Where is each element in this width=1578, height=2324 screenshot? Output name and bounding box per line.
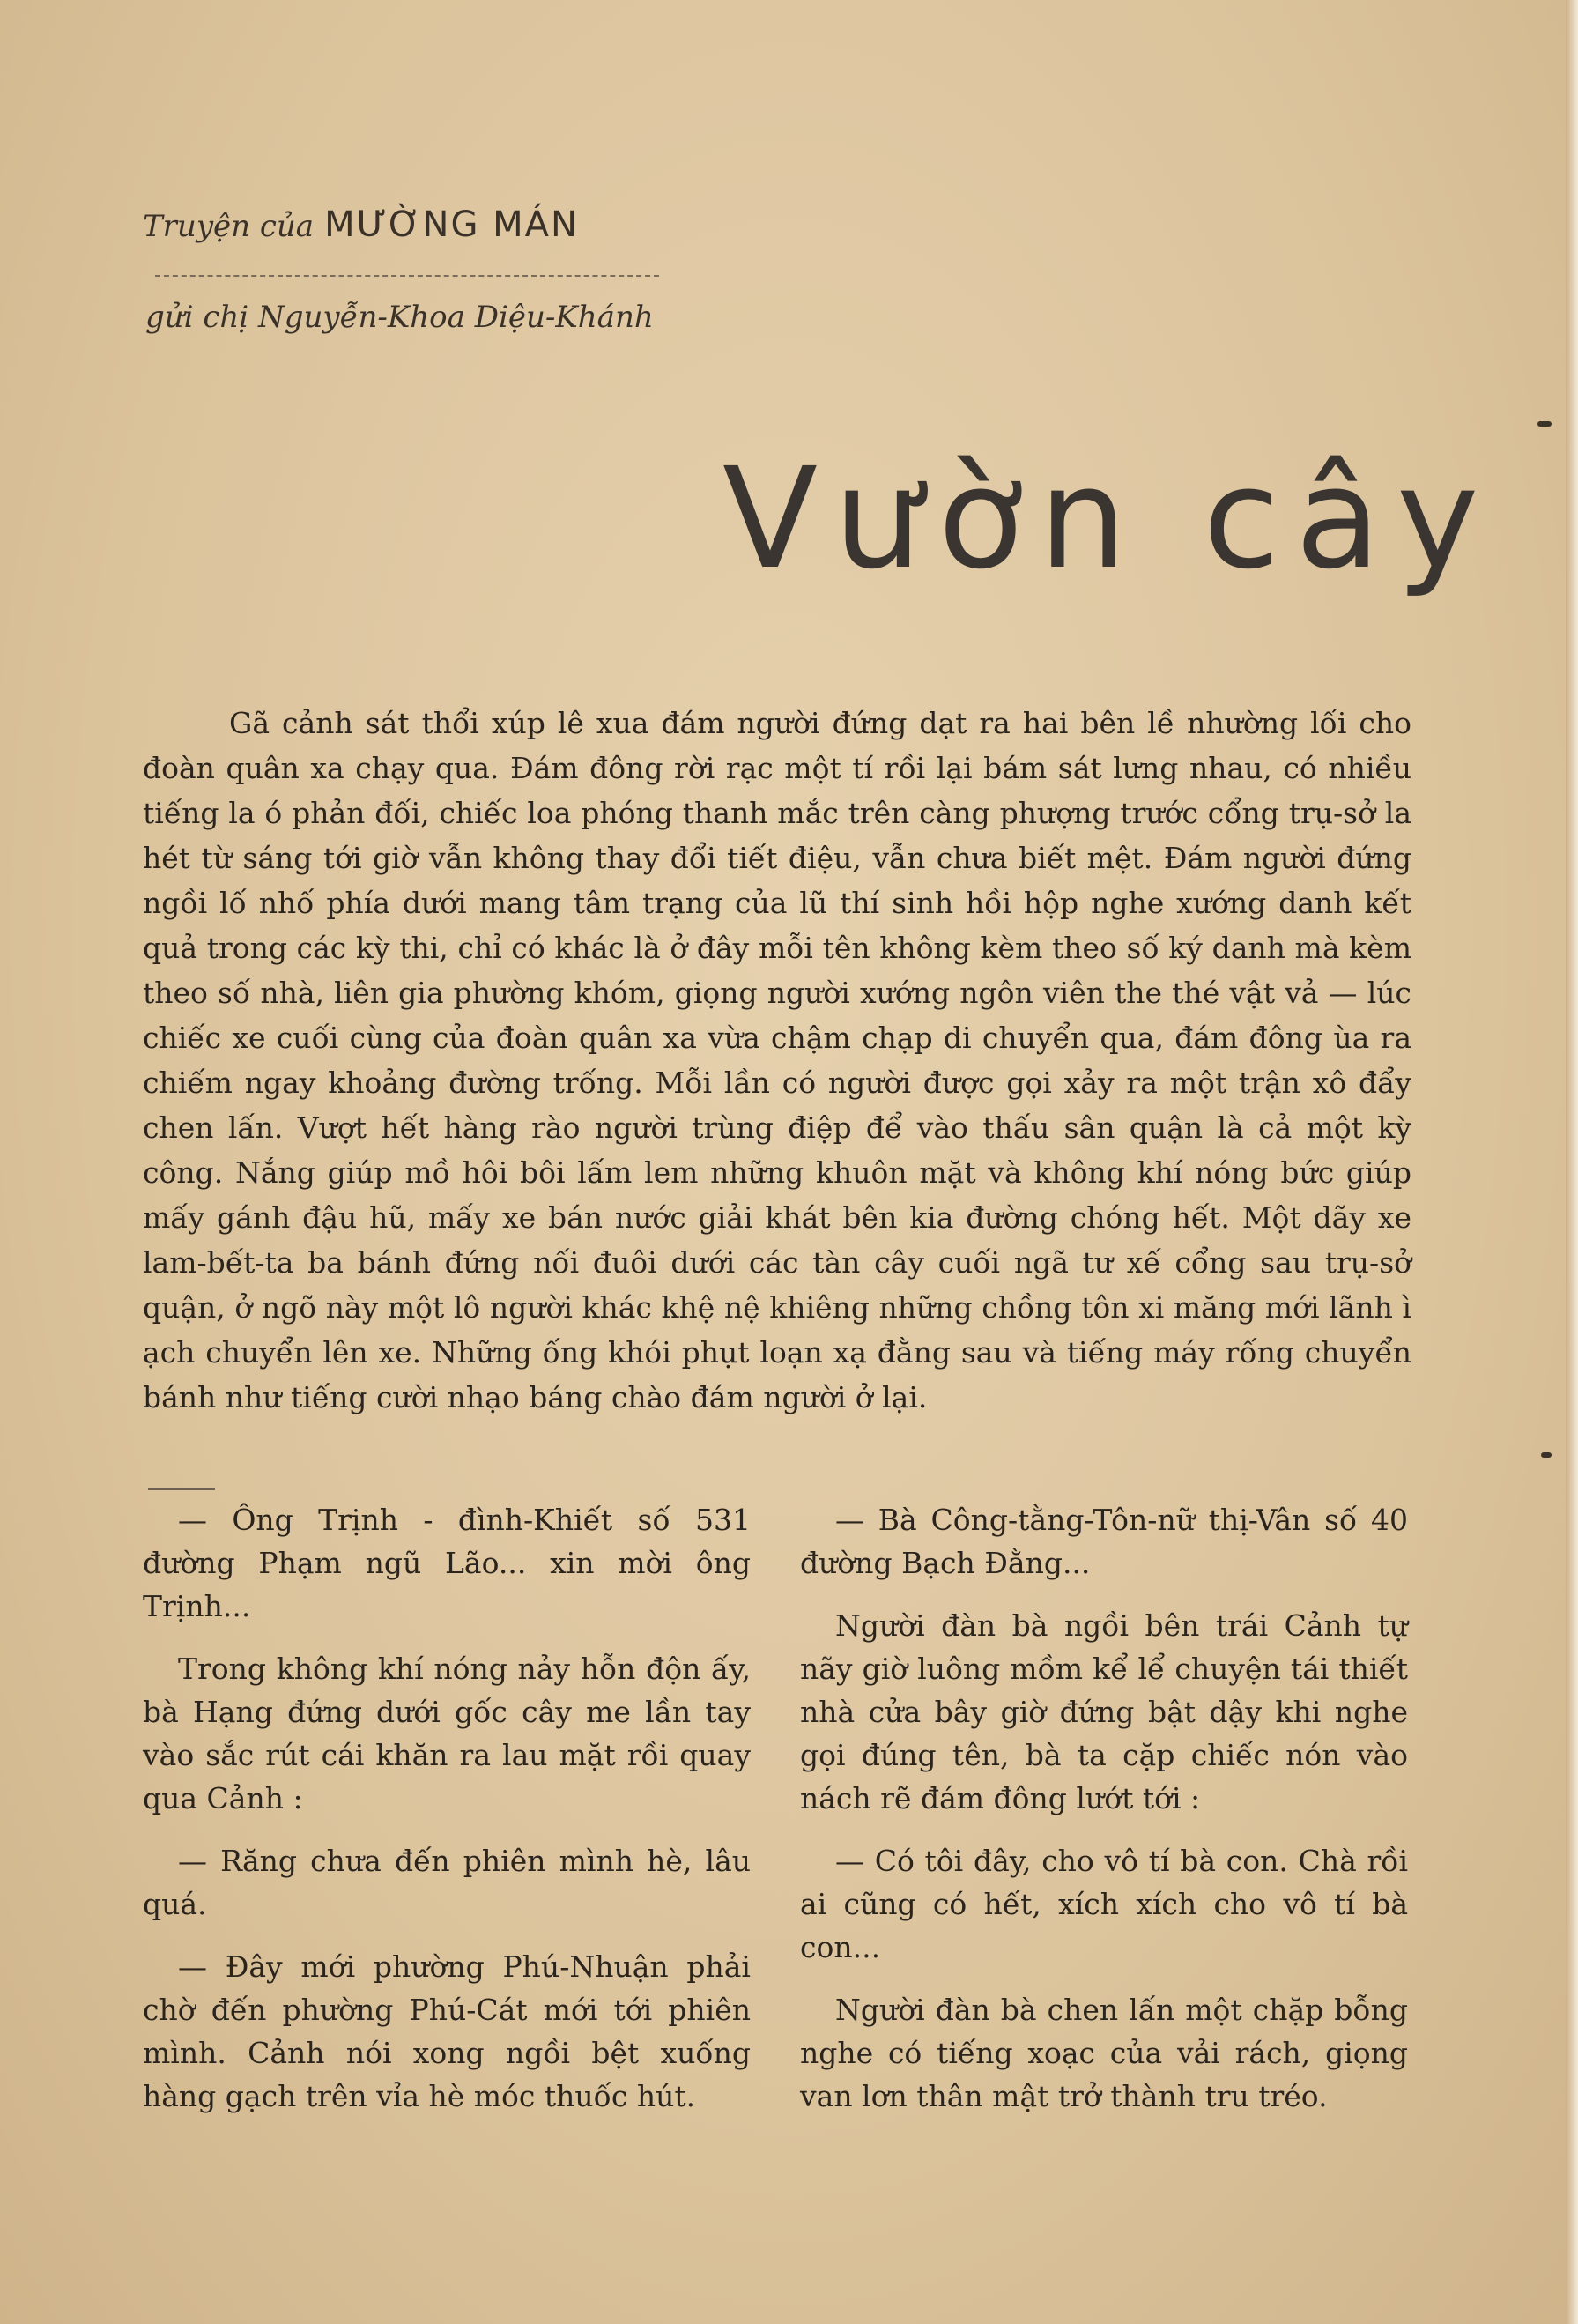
paragraph: — Răng chưa đến phiên mình hè, lâu quá. (143, 1844, 751, 1921)
paragraph: — Bà Công-tằng-Tôn-nữ thị-Vân số 40 đường Bạch Đằng... (800, 1503, 1408, 1580)
paragraph: — Có tôi đây, cho vô tí bà con. Chà rồi ai cũng có hết, xích xích cho vô tí bà con... (800, 1844, 1408, 1964)
paragraph: Người đàn bà chen lấn một chặp bỗng nghe có tiếng xoạc của vải rách, giọng van lơn thân mật trở thành tru tréo. (800, 1993, 1408, 2113)
story-title: Vườn cây (722, 438, 1495, 600)
left-column (143, 1498, 751, 2137)
page-mark (1541, 1452, 1552, 1458)
lead-paragraph: Gã cảnh sát thổi xúp lê xua đám người đứng dạt ra hai bên lề nhường lối cho đoàn quân xa chạy qua. Đám đông rời rạc một tí rồi lại bám sát lưng nhau, có nhiều tiếng la ó phản đối, chiếc loa phóng thanh mắc trên càng phượng trước cổng trụ-sở la hét từ sáng tới giờ vẫn không thay đổi tiết điệu, vẫn chưa biết mệt. Đám người đứng ngồi lố nhố phía dưới mang tâm trạng của lũ thí sinh hồi hộp nghe xướng danh kết quả trong các kỳ thi, chỉ có khác là ở đây mỗi tên không kèm theo số ký danh mà kèm theo số nhà, liên gia phường khóm, giọng người xướng ngôn viên the thé vật vả — lúc chiếc xe cuối cùng của đoàn quân xa vừa chậm chạp di chuyển qua, đám đông ùa ra chiếm ngay khoảng đường trống. Mỗi lần có người được gọi xảy ra một trận xô đẩy chen lấn. Vượt hết hàng rào người trùng điệp để vào thấu sân quận là cả một kỳ công. Nắng giúp mồ hôi bôi lấm lem những khuôn mặt và không khí nóng bức giúp mấy gánh đậu hũ, mấy xe bán nước giải khát bên kia đường chóng hết. Một dãy xe lam-bết-ta ba bánh đứng nối đuôi dưới các tàn cây cuối ngã tư xế cổng sau trụ-sở quận, ở ngõ này một lô người khác khệ nệ khiêng những chồng tôn xi măng mới lãnh ì ạch chuyển lên xe. Những ống khói phụt loạn xạ đằng sau và tiếng máy rống chuyển bánh như tiếng cười nhạo báng chào đám người ở lại. (143, 706, 1411, 1414)
byline (143, 204, 671, 245)
paragraph: — Đây mới phường Phú-Nhuận phải chờ đến phường Phú-Cát mới tới phiên mình. Cảnh nói xong ngồi bệt xuống hàng gạch trên vỉa hè móc thuốc hút. (143, 1949, 751, 2113)
paragraph: Trong không khí nóng nảy hỗn độn ấy, bà Hạng đứng dưới gốc cây me lần tay vào sắc rút cái khăn ra lau mặt rồi quay qua Cảnh : (143, 1652, 751, 1815)
paragraph: Người đàn bà ngồi bên trái Cảnh tự nãy giờ luông mồm kể lể chuyện tái thiết nhà cửa bây giờ đứng bật dậy khi nghe gọi đúng tên, bà ta cặp chiếc nón vào nách rẽ đám đông lướt tới : (800, 1608, 1408, 1815)
paragraph: — Ông Trịnh - đình-Khiết số 531 đường Phạm ngũ Lão... xin mời ông Trịnh... (143, 1503, 751, 1623)
author-name: MƯỜNG MÁN (324, 204, 579, 245)
dedication: gửi chị Nguyễn-Khoa Diệu-Khánh (145, 300, 654, 335)
section-divider (148, 1488, 215, 1490)
byline-divider (155, 275, 659, 277)
page-mark (1537, 421, 1552, 427)
byline-prefix: Truyện của (143, 209, 315, 244)
right-column (800, 1498, 1408, 2137)
page-edge (1566, 0, 1578, 2324)
